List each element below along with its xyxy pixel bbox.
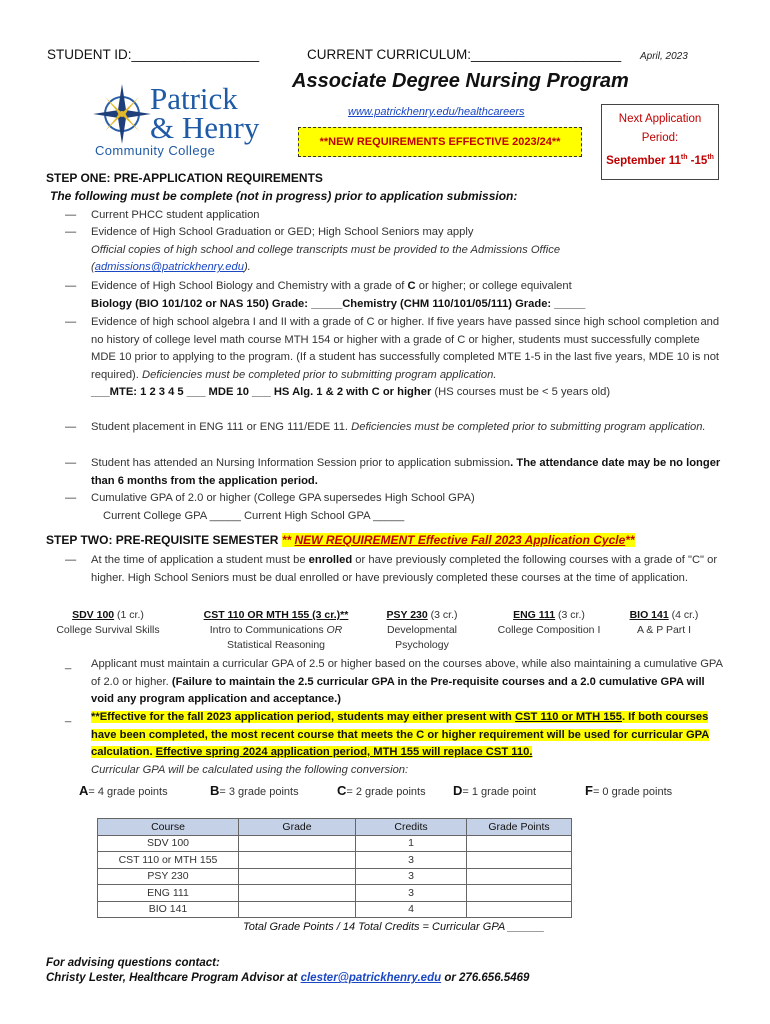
list-item: — Evidence of high school algebra I and II with a grade of C or higher. If five years have passed since high school completion and no history of college level math course MTH 154 or higher with a grade of C or higher, students must successfully complete MDE 10 prior to applying to the program. (If a student has successfully completed MTE 1-5 in the last five years, MDE 10 is not required). Deficiencies must be completed prior to submitting program application. ___MTE: 1 2 3 4 5 ___ MDE 10 ___ HS Alg. 1 & 2 with C or higher (HS courses must be < 5 years old) <box>65 316 720 399</box>
conversion-b: B= 3 grade points <box>210 783 299 798</box>
list-item: — Student placement in ENG 111 or ENG 111/EDE 11. Deficiencies must be completed prior to submitting program application. <box>65 421 706 433</box>
step-one-subheading: The following must be complete (not in progress) prior to application submission: <box>50 189 518 203</box>
new-requirements-banner: **NEW REQUIREMENTS EFFECTIVE 2023/24** <box>298 127 582 157</box>
conversion-c: C= 2 grade points <box>337 783 426 798</box>
gpa-total-line: Total Grade Points / 14 Total Credits = Curricular GPA ______ <box>243 921 545 933</box>
table-row: PSY 230 3 <box>98 868 572 885</box>
website-link[interactable]: www.patrickhenry.edu/healthcareers <box>348 106 525 118</box>
student-id-field: STUDENT ID:_________________ <box>47 47 260 62</box>
page-title: Associate Degree Nursing Program <box>292 70 629 92</box>
list-item: _ **Effective for the fall 2023 application period, students may either present with CST 110 or MTH 155. If both courses have been completed, the most recent course that meets the C or higher requirement will be used for curricular GPA calculation. Effective spring 2024 application period, MTH 155 will replace CST 110. <box>65 711 710 759</box>
next-app-line1: Next Application <box>618 113 702 125</box>
course-sdv100: SDV 100 (1 cr.) College Survival Skills <box>56 609 160 636</box>
column-header: Grade <box>239 819 356 836</box>
step-one-heading: STEP ONE: PRE-APPLICATION REQUIREMENTS <box>46 171 323 185</box>
document-date: April, 2023 <box>640 51 688 62</box>
table-row: BIO 141 4 <box>98 901 572 918</box>
conversion-a: A= 4 grade points <box>79 783 168 798</box>
college-logo <box>93 81 263 164</box>
table-header-row <box>98 819 572 836</box>
list-item: — At the time of application a student must be enrolled or have previously completed the following courses with a grade of "C" or higher. High School Seniors must be dual enrolled or have previously completed these courses at the time of application. <box>65 554 718 584</box>
list-item: _ Applicant must maintain a curricular GPA of 2.5 or higher based on the courses above, while also maintaining a cumulative GPA of 2.0 or higher. (Failure to maintain the 2.5 curricular GPA in the Pre-requisite courses and a 2.0 cumulative GPA will void any program application and acceptance.) <box>65 658 723 706</box>
course-psy230: PSY 230 (3 cr.) Developmental Psychology <box>386 609 458 651</box>
admissions-email-link[interactable]: admissions@patrickhenry.edu <box>94 261 244 274</box>
advising-contact: For advising questions contact: Christy Lester, Healthcare Program Advisor at clester@patrickhenry.edu or 276.656.5469 <box>46 957 530 984</box>
science-grade-line: Biology (BIO 101/102 or NAS 150) Grade: _____Chemistry (CHM 110/101/05/111) Grade: _____ <box>91 297 586 310</box>
gpa-table <box>97 818 572 918</box>
next-app-dates: September 11th -15th <box>606 154 714 167</box>
math-checklist-line: ___MTE: 1 2 3 4 5 ___ MDE 10 ___ HS Alg. 1 & 2 with C or higher <box>91 386 432 399</box>
column-header: Grade Points <box>467 819 572 836</box>
table-row: ENG 111 3 <box>98 885 572 902</box>
list-item: — Student has attended an Nursing Information Session prior to application submission. The attendance date may be no longer than 6 months from the application period. <box>65 457 721 487</box>
table-row: CST 110 or MTH 155 3 <box>98 852 572 869</box>
logo-text-college: Community College <box>95 143 216 158</box>
next-application-box <box>601 104 719 180</box>
course-cst110-mth155: CST 110 OR MTH 155 (3 cr.)** Intro to Communications OR Statistical Reasoning <box>203 609 349 651</box>
next-app-line2: Period: <box>641 132 679 144</box>
course-bio141: BIO 141 (4 cr.) A & P Part I <box>629 609 699 636</box>
column-header: Credits <box>356 819 467 836</box>
logo-text-henry: & Henry <box>150 110 260 145</box>
grade-points-cell[interactable] <box>467 852 572 869</box>
grade-points-cell[interactable] <box>467 868 572 885</box>
course-eng111: ENG 111 (3 cr.) College Composition I <box>497 609 601 636</box>
advisor-email-link[interactable]: clester@patrickhenry.edu <box>300 972 442 984</box>
grade-cell[interactable] <box>239 901 356 918</box>
logo-text-patrick: Patrick <box>150 81 238 116</box>
curriculum-field: CURRENT CURRICULUM:____________________ <box>307 47 622 62</box>
grade-cell[interactable] <box>239 885 356 902</box>
grade-points-cell[interactable] <box>467 885 572 902</box>
column-header: Course <box>98 819 239 836</box>
conversion-d: D= 1 grade point <box>453 783 537 798</box>
step-two-heading: STEP TWO: PRE-REQUISITE SEMESTER ** NEW REQUIREMENT Effective Fall 2023 Application Cycle** <box>46 533 635 547</box>
grade-cell[interactable] <box>239 835 356 852</box>
grade-cell[interactable] <box>239 868 356 885</box>
grade-points-cell[interactable] <box>467 835 572 852</box>
list-item: — Cumulative GPA of 2.0 or higher (College GPA supersedes High School GPA) Current College GPA _____ Current High School GPA _____ <box>65 492 475 522</box>
grade-cell[interactable] <box>239 852 356 869</box>
conversion-f: F= 0 grade points <box>585 783 673 798</box>
table-row: SDV 100 1 <box>98 835 572 852</box>
list-item: — Evidence of High School Graduation or GED; High School Seniors may apply Official copies of high school and college transcripts must be provided to the Admissions Office (admissions@patrickhenry.edu). <box>65 226 561 274</box>
list-item: — Evidence of High School Biology and Chemistry with a grade of C or higher; or college equivalent Biology (BIO 101/102 or NAS 150) Grade: _____Chemistry (CHM 110/101/05/111) Grade: _____ <box>65 278 725 314</box>
grade-points-cell[interactable] <box>467 901 572 918</box>
compass-star-icon <box>93 84 151 148</box>
